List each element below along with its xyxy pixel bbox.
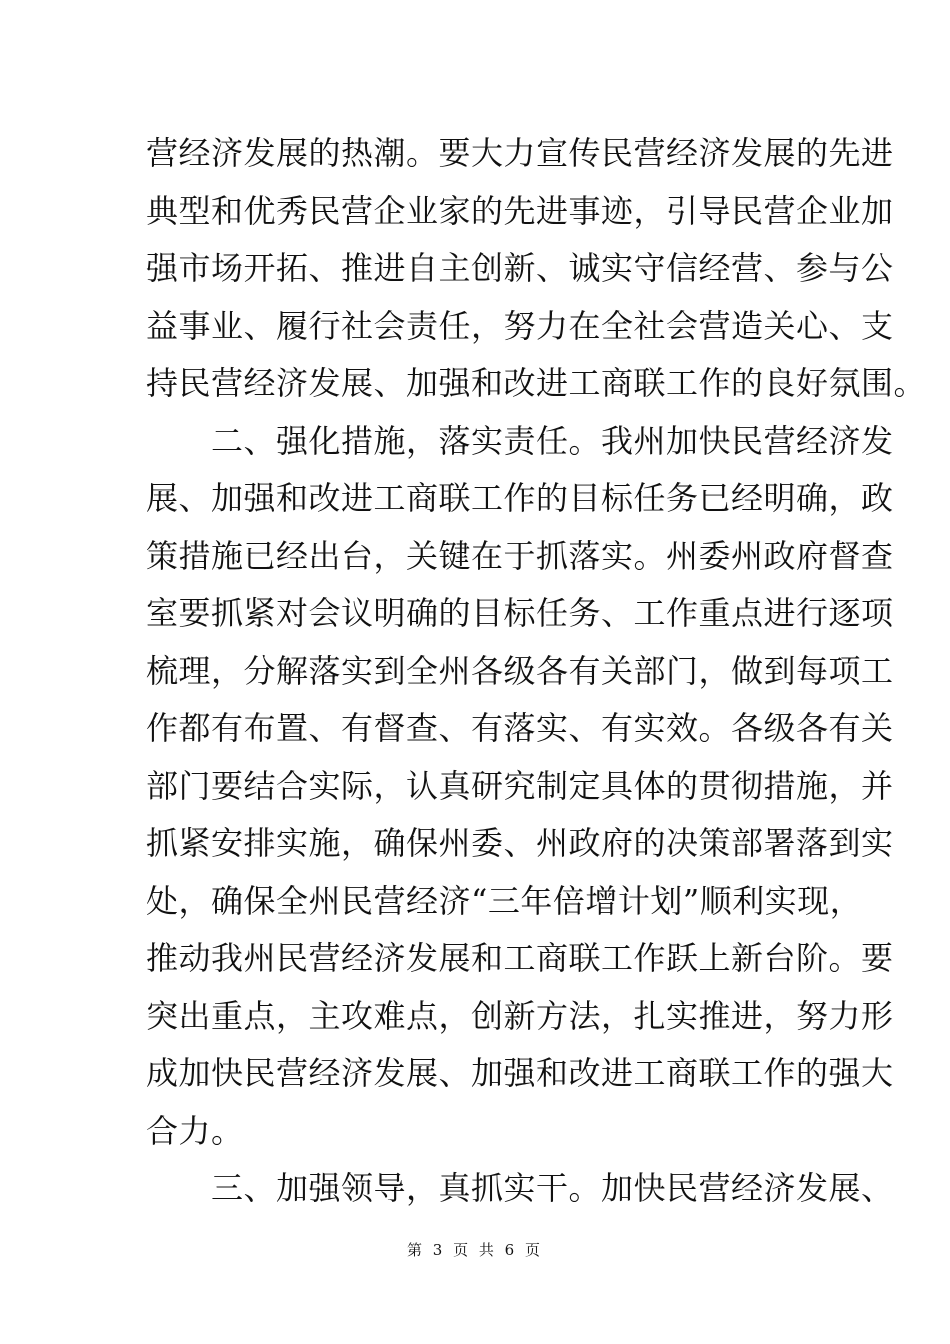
text-line: 益事业、履行社会责任，努力在全社会营造关心、支 bbox=[146, 307, 894, 345]
text-line: 成加快民营经济发展、加强和改进工商联工作的强大 bbox=[146, 1054, 894, 1092]
text-line: 三、加强领导，真抓实干。加快民营经济发展、 bbox=[146, 1169, 894, 1207]
text-line: 持民营经济发展、加强和改进工商联工作的良好氛围。 bbox=[146, 364, 927, 402]
text-line: 二、强化措施，落实责任。我州加快民营经济发 bbox=[146, 422, 894, 460]
text-line: 突出重点，主攻难点，创新方法，扎实推进，努力形 bbox=[146, 997, 894, 1035]
text-line: 策措施已经出台，关键在于抓落实。州委州政府督查 bbox=[146, 537, 894, 575]
text-line: 营经济发展的热潮。要大力宣传民营经济发展的先进 bbox=[146, 134, 894, 172]
text-line: 典型和优秀民营企业家的先进事迹，引导民营企业加 bbox=[146, 192, 894, 230]
text-line: 作都有布置、有督查、有落实、有实效。各级各有关 bbox=[146, 709, 894, 747]
text-line: 梳理，分解落实到全州各级各有关部门，做到每项工 bbox=[146, 652, 894, 690]
text-line: 处，确保全州民营经济“三年倍增计划”顺利实现， bbox=[146, 882, 863, 920]
text-line: 合力。 bbox=[146, 1112, 244, 1150]
text-line: 展、加强和改进工商联工作的目标任务已经明确，政 bbox=[146, 479, 894, 517]
page-number: 第 3 页 共 6 页 bbox=[407, 1241, 543, 1259]
text-line: 推动我州民营经济发展和工商联工作跃上新台阶。要 bbox=[146, 939, 894, 977]
text-line: 抓紧安排实施，确保州委、州政府的决策部署落到实 bbox=[146, 824, 894, 862]
text-line: 强市场开拓、推进自主创新、诚实守信经营、参与公 bbox=[146, 249, 894, 287]
text-line: 部门要结合实际，认真研究制定具体的贯彻措施，并 bbox=[146, 767, 894, 805]
text-line: 室要抓紧对会议明确的目标任务、工作重点进行逐项 bbox=[146, 594, 894, 632]
